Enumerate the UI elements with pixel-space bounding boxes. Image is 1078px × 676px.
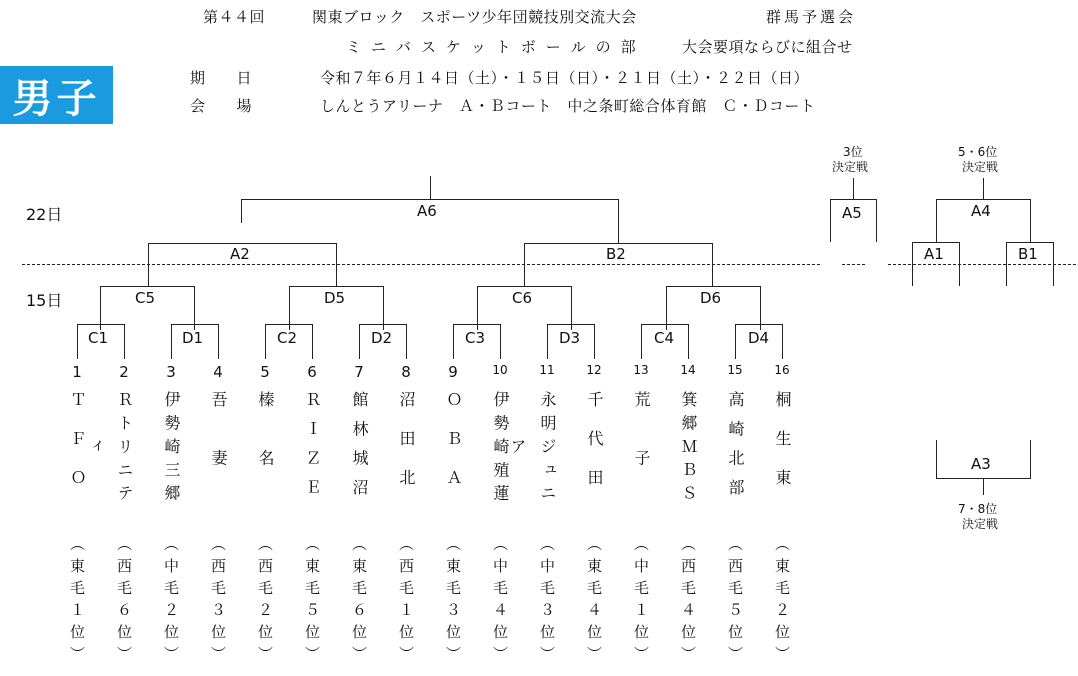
team-seed: （中毛４位） — [491, 536, 509, 668]
team-number: 15 — [727, 363, 743, 377]
title-edition: 第４４回 — [203, 8, 266, 26]
period-label: 期 日 — [190, 69, 253, 87]
team-seed: （東毛２位） — [773, 536, 791, 668]
team-number: 4 — [213, 363, 223, 381]
team-name: ＲＩＺＥ — [303, 391, 322, 508]
match-label-a2: A2 — [230, 245, 250, 263]
match-label-b1: B1 — [1018, 245, 1038, 263]
team-name: 沼田北 — [397, 391, 416, 508]
team-number: 14 — [680, 363, 696, 377]
fifth-place-label: 5・6位 — [958, 145, 998, 159]
team-number: 1 — [72, 363, 82, 381]
team-number: 2 — [119, 363, 129, 381]
seventh-place-sub: 決定戦 — [962, 517, 999, 531]
match-label-d4: D4 — [748, 329, 770, 347]
match-label-a3: A3 — [971, 455, 991, 473]
team-number: 3 — [166, 363, 176, 381]
match-label-c5: C5 — [135, 289, 156, 307]
match-label-d1: D1 — [182, 329, 204, 347]
match-label-b2: B2 — [606, 245, 626, 263]
team-seed: （東毛１位） — [68, 536, 86, 668]
title-division: ミ ニ バ ス ケ ッ ト ボ ー ル の 部 — [346, 38, 639, 56]
team-number: 6 — [307, 363, 317, 381]
match-label-c1: C1 — [88, 329, 109, 347]
match-label-d6: D6 — [700, 289, 722, 307]
team-seed: （中毛２位） — [162, 536, 180, 668]
team-number: 10 — [492, 363, 508, 377]
category-badge: 男子 — [0, 66, 113, 124]
match-label-c6: C6 — [512, 289, 533, 307]
team-seed: （西毛３位） — [209, 536, 227, 668]
team-seed: （中毛３位） — [538, 536, 556, 668]
match-label-a1: A1 — [924, 245, 944, 263]
team-number: 5 — [260, 363, 270, 381]
third-place-sub: 決定戦 — [832, 160, 869, 174]
team-name: 伊勢崎三郷 — [162, 391, 181, 508]
match-label-d2: D2 — [371, 329, 393, 347]
match-label-a4: A4 — [971, 202, 991, 220]
match-label-d5: D5 — [324, 289, 346, 307]
team-seed: （東毛５位） — [303, 536, 321, 668]
team-seed: （東毛３位） — [444, 536, 462, 668]
team-name: 荒子 — [632, 391, 651, 508]
team-name: 箕郷ＭＢＳ — [679, 391, 698, 508]
match-label-a6: A6 — [417, 202, 437, 220]
team-number: 11 — [539, 363, 555, 377]
seventh-place-label: 7・8位 — [958, 502, 998, 516]
team-seed: （西毛１位） — [397, 536, 415, 668]
team-name: 高崎北部 — [726, 391, 745, 508]
team-name: 桐生東 — [773, 391, 792, 508]
team-name: Ｒトリニティ — [85, 391, 134, 508]
title-event: 関東ブロック スポーツ少年団競技別交流大会 — [312, 8, 637, 26]
title-subtitle: 大会要項ならびに組合せ — [682, 38, 853, 56]
team-seed: （西毛４位） — [679, 536, 697, 668]
match-label-a5: A5 — [842, 204, 862, 222]
match-label-c4: C4 — [654, 329, 675, 347]
team-number: 12 — [586, 363, 602, 377]
team-name: 吾妻 — [209, 391, 228, 508]
day-label-22: 22日 — [26, 205, 63, 224]
team-name: 榛名 — [256, 391, 275, 508]
team-name: 千代田 — [585, 391, 604, 508]
match-label-c2: C2 — [277, 329, 298, 347]
period-value: 令和７年６月１４日（土）・１５日（日）・２１日（土）・２２日（日） — [320, 69, 810, 87]
venue-label: 会 場 — [190, 97, 253, 115]
third-place-label: 3位 — [843, 145, 863, 159]
team-seed: （東毛６位） — [350, 536, 368, 668]
match-label-d3: D3 — [559, 329, 581, 347]
team-seed: （東毛４位） — [585, 536, 603, 668]
team-name: 永明ジュニア — [508, 391, 557, 508]
team-number: 7 — [354, 363, 364, 381]
team-number: 8 — [401, 363, 411, 381]
match-label-c3: C3 — [465, 329, 486, 347]
team-seed: （西毛６位） — [115, 536, 133, 668]
team-name: ＴＦＯ — [68, 391, 87, 508]
team-number: 13 — [633, 363, 649, 377]
title-prefecture: 群馬予選会 — [766, 8, 857, 26]
team-name: 館林城沼 — [350, 391, 369, 508]
day-label-15: 15日 — [26, 291, 63, 310]
team-seed: （中毛１位） — [632, 536, 650, 668]
team-seed: （西毛５位） — [726, 536, 744, 668]
team-number: 16 — [774, 363, 790, 377]
team-number: 9 — [448, 363, 458, 381]
team-name: ＯＢＡ — [444, 391, 463, 508]
venue-value: しんとうアリーナ Ａ・Ｂコート 中之条町総合体育館 Ｃ・Ｄコート — [320, 97, 816, 115]
team-name: 伊勢崎殖蓮 — [491, 391, 510, 508]
team-seed: （西毛２位） — [256, 536, 274, 668]
fifth-place-sub: 決定戦 — [962, 160, 999, 174]
